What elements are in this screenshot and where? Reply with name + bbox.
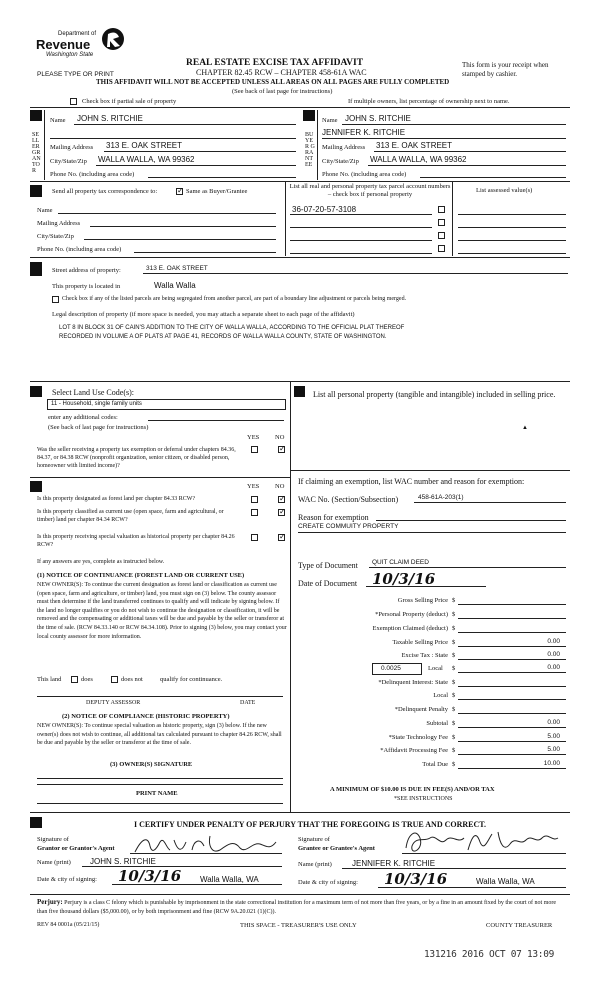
- exemption-deduct-line: [458, 632, 566, 633]
- delinq-local-line: [458, 699, 566, 700]
- gross-line: [458, 604, 566, 605]
- personal-property-divider: [291, 470, 570, 471]
- grantor-date-line: [112, 884, 282, 885]
- certify-statement: I CERTIFY UNDER PENALTY OF PERJURY THAT THE FOREGOING IS TRUE AND CORRECT.: [134, 820, 487, 829]
- same-as-buyer-checkbox[interactable]: [176, 188, 183, 195]
- delinq-state-dollar: $: [452, 679, 456, 686]
- forest-question: Is this property designated as forest land per chapter 84.33 RCW?: [37, 496, 196, 502]
- buyer-name-line: [342, 124, 566, 125]
- buyer-phone-line: [420, 177, 566, 178]
- street-value[interactable]: 313 E. OAK STREET: [146, 265, 208, 272]
- perjury-label: Perjury:: [37, 898, 63, 906]
- parcel-line-2: [290, 227, 432, 228]
- grantee-city-value[interactable]: Walla Walla, WA: [476, 877, 535, 886]
- personal-property-marker: [294, 386, 305, 397]
- land-use-divider: [30, 477, 290, 478]
- corner-mark: ▲: [522, 425, 528, 431]
- delinq-state-line: [458, 686, 566, 687]
- buyer-side-label: BUYER GRANTEE: [305, 132, 315, 168]
- delinq-penalty-label: *Delinquent Penalty: [394, 706, 448, 713]
- certify-marker: [30, 817, 42, 828]
- subtotal-value[interactable]: 0.00: [547, 719, 560, 726]
- tech-fee-label: *State Technology Fee: [388, 734, 448, 741]
- rev-number: REV 84 0001a (05/21/15): [37, 922, 100, 928]
- current-use-no-checkbox[interactable]: [278, 509, 285, 516]
- owner-sig-line-2: [37, 784, 283, 785]
- form-warning: THIS AFFIDAVIT WILL NOT BE ACCEPTED UNLESS ALL AREAS ON ALL PAGES ARE FULLY COMPLETED: [96, 78, 450, 86]
- minimum-note: A MINIMUM OF $10.00 IS DUE IN FEE(S) AND/OR TAX: [330, 786, 495, 793]
- notice1-title: (1) NOTICE OF CONTINUANCE (FOREST LAND OR CURRENT USE): [37, 572, 245, 579]
- perjury-text: Perjury is a class C felony which is punishable by imprisonment in the state correctional institution for a maximum term of not more than five years, or by a fine in an amount fixed by the court of not more than five thousand dollars ($5,000.00), or by both imprisonment and fine (RCW 9A.20.021 (1)(C)).: [37, 900, 557, 915]
- excise-state-dollar: $: [452, 652, 456, 659]
- assessed-line-3: [458, 240, 566, 241]
- buyer-name2-value[interactable]: JENNIFER K. RITCHIE: [322, 128, 406, 137]
- does-checkbox[interactable]: [71, 676, 78, 683]
- forest-no-checkbox[interactable]: [278, 496, 285, 503]
- please-type: PLEASE TYPE OR PRINT: [37, 71, 114, 78]
- correspondence-label: Send all property tax correspondence to:: [52, 188, 158, 195]
- buyer-phone-label: Phone No. (including area code): [322, 171, 407, 178]
- form-title: REAL ESTATE EXCISE TAX AFFIDAVIT: [186, 58, 364, 68]
- logo-dept-line1: Department of: [58, 31, 97, 37]
- buyer-marker: [303, 110, 315, 121]
- notice2-title: (2) NOTICE OF COMPLIANCE (HISTORIC PROPERTY): [62, 713, 230, 720]
- does-not-checkbox[interactable]: [111, 676, 118, 683]
- logo-dept-line2: Revenue: [36, 37, 91, 52]
- affidavit-fee-value[interactable]: 5.00: [547, 746, 560, 753]
- land-use-marker: [30, 386, 42, 397]
- excise-state-value[interactable]: 0.00: [547, 651, 560, 658]
- segregated-checkbox[interactable]: [52, 296, 59, 303]
- grantor-date-value[interactable]: 10/3/16: [118, 867, 182, 885]
- current-use-question: Is this property classified as current use (open space, farm and agricultural, or timber) land per chapter 84.34 RCW?: [37, 509, 224, 523]
- seller-mailing-line: [104, 151, 296, 152]
- gross-dollar: $: [452, 597, 456, 604]
- grantee-sig-label1: Signature of: [298, 836, 330, 843]
- buyer-city-line: [368, 165, 566, 166]
- center-divider: [290, 382, 291, 812]
- grantor-date-label: Date & city of signing:: [37, 876, 97, 883]
- parcel-1-checkbox[interactable]: [438, 206, 445, 213]
- total-line: [458, 768, 566, 769]
- if-yes-note: If any answers are yes, complete as instructed below.: [37, 559, 165, 565]
- print-name-line: [37, 803, 283, 804]
- subtotal-label: Subtotal: [426, 720, 448, 727]
- historic-yes-checkbox[interactable]: [251, 534, 258, 541]
- seller-city-label: City/State/Zip: [50, 158, 87, 165]
- exemption-deduct-dollar: $: [452, 625, 456, 632]
- buyer-name1-value[interactable]: JOHN S. RITCHIE: [345, 114, 411, 123]
- seller-name-value[interactable]: JOHN S. RITCHIE: [77, 114, 143, 123]
- delinq-penalty-line: [458, 713, 566, 714]
- exemption-question: Was the seller receiving a property tax exemption or deferral under chapters 84.36, 84.37, or 84.38 RCW (nonprofit organization, senior citizen, or disabled person, homeowner with limited income)?: [37, 447, 236, 469]
- revenue-logo: [36, 20, 126, 64]
- parcel-2-checkbox[interactable]: [438, 219, 445, 226]
- doc-date-label: Date of Document: [298, 579, 358, 588]
- land-use-select[interactable]: [47, 399, 286, 410]
- local-label: Local: [428, 665, 443, 672]
- land-use-yes-header: YES: [247, 434, 260, 441]
- personal-property-label: List all personal property (tangible and intangible) included in selling price.: [313, 390, 556, 399]
- legal-line-2[interactable]: RECORDED IN VOLUME A OF PLATS AT PAGE 41, RECORDS OF WALLA WALLA COUNTY, STATE OF WASHINGTON.: [59, 334, 387, 340]
- street-label: Street address of property:: [52, 267, 121, 274]
- buyer-divider: [317, 110, 318, 180]
- top-divider: [30, 107, 570, 108]
- seller-side-label: SELLER GRANTOR: [32, 132, 41, 174]
- land-use-no-header: NO: [275, 434, 285, 441]
- additional-codes-line: [148, 420, 284, 421]
- tech-fee-dollar: $: [452, 734, 456, 741]
- deputy-date-label: DATE: [240, 700, 256, 706]
- assessed-header: List assessed value(s): [476, 187, 533, 194]
- assessed-line-1: [458, 214, 566, 215]
- grantor-sig-label1: Signature of: [37, 836, 69, 843]
- corr-mailing-label: Mailing Address: [37, 220, 81, 227]
- does-label: does: [81, 676, 93, 683]
- additional-codes-label: enter any additional codes:: [48, 414, 118, 421]
- form-chapter: CHAPTER 82.45 RCW – CHAPTER 458-61A WAC: [196, 68, 367, 77]
- does-not-label: does not: [121, 676, 143, 683]
- doc-date-value[interactable]: 10/3/16: [372, 570, 436, 588]
- parcel-1-value[interactable]: 36-07-20-57-3108: [292, 205, 357, 214]
- subtotal-dollar: $: [452, 720, 456, 727]
- receipt-stamp: 131216 2016 OCT 07 13:09: [424, 949, 555, 960]
- corr-city-label: City/State/Zip: [37, 233, 74, 240]
- affidavit-fee-label: *Affidavit Processing Fee: [380, 747, 448, 754]
- legal-label: Legal description of property (if more space is needed, you may attach a separate sheet to each page of the affidavit): [52, 311, 355, 318]
- local-value[interactable]: 0.00: [547, 664, 560, 671]
- property-marker: [30, 262, 42, 276]
- parcel-line-3: [290, 240, 432, 241]
- corr-phone-line: [134, 252, 276, 253]
- corr-divider: [30, 257, 570, 258]
- personal-deduct-line: [458, 618, 566, 619]
- wac-line: [414, 502, 566, 503]
- reason-line-2: [298, 532, 566, 533]
- buyer-mailing-value[interactable]: 313 E. OAK STREET: [376, 141, 453, 150]
- located-value[interactable]: Walla Walla: [154, 281, 196, 290]
- wac-value[interactable]: 458-61A-203(1): [418, 494, 464, 501]
- logo-mark-icon: [100, 26, 126, 52]
- grantee-agent-label: Grantee or Grantee's Agent: [298, 845, 375, 852]
- rate-value: 0.0025: [381, 665, 401, 672]
- multiple-owners-note: If multiple owners, list percentage of ownership next to name.: [348, 98, 510, 105]
- see-instructions-note: *SEE INSTRUCTIONS: [394, 796, 453, 802]
- segregated-label: Check box if any of the listed parcels are being segregated from another parcel, are part of a boundary line adjustment or parcels being merged.: [62, 296, 407, 302]
- seller-phone-line: [148, 177, 296, 178]
- seller-name-line2: [50, 138, 296, 139]
- notice2-body: NEW OWNER(S): To continue special valuation as historic property, sign (3) below. If the new owner(s) does not wish to continue, all additional tax calculated pursuant to chapter 84.26 RCW, shall be due and payable by the seller or transferor at the time of sale.: [37, 723, 282, 747]
- delinq-penalty-dollar: $: [452, 706, 456, 713]
- delinq-local-label: Local: [433, 692, 448, 699]
- seller-phone-label: Phone No. (including area code): [50, 171, 135, 178]
- print-name-label: PRINT NAME: [136, 790, 178, 797]
- owner-sig-line-1: [37, 778, 283, 779]
- see-back-note: (See back of last page for instructions): [232, 88, 333, 95]
- affidavit-fee-dollar: $: [452, 747, 456, 754]
- corr-mailing-line: [90, 226, 276, 227]
- buyer-city-label: City/State/Zip: [322, 158, 359, 165]
- tech-fee-line: [458, 741, 566, 742]
- deputy-line: [37, 696, 283, 697]
- partial-sale-checkbox[interactable]: [70, 98, 77, 105]
- total-dollar: $: [452, 761, 456, 768]
- designation-no-header: NO: [275, 483, 285, 490]
- property-divider: [30, 381, 570, 382]
- personal-deduct-dollar: $: [452, 611, 456, 618]
- parcel-line-4: [290, 253, 432, 254]
- subtotal-line: [458, 727, 566, 728]
- excise-state-label: Excise Tax : State: [401, 652, 448, 659]
- exemption-no-checkbox[interactable]: [278, 446, 285, 453]
- grantor-agent-label: Grantor or Grantor's Agent: [37, 845, 115, 852]
- parcel-mid-border: [452, 182, 453, 256]
- seller-marker: [30, 110, 42, 121]
- land-use-see-back: (See back of last page for instructions): [48, 424, 149, 431]
- personal-deduct-label: *Personal Property (deduct): [375, 611, 448, 618]
- doc-type-line: [369, 567, 566, 568]
- grantee-date-line: [378, 887, 566, 888]
- affidavit-fee-line: [458, 754, 566, 755]
- doc-date-line: [366, 586, 486, 587]
- designation-yes-header: YES: [247, 483, 260, 490]
- delinq-local-dollar: $: [452, 692, 456, 699]
- reason-line: [376, 520, 566, 521]
- reason-label: Reason for exemption: [298, 513, 369, 522]
- forest-yes-checkbox[interactable]: [251, 496, 258, 503]
- corr-city-line: [84, 239, 276, 240]
- local-line: [458, 672, 566, 673]
- local-dollar: $: [452, 665, 456, 672]
- parcel-line-1: [290, 214, 432, 215]
- tech-fee-value[interactable]: 5.00: [547, 733, 560, 740]
- grantee-date-value[interactable]: 10/3/16: [384, 870, 448, 888]
- street-line: [143, 273, 568, 274]
- taxable-line: [458, 646, 566, 647]
- treasurer-space: THIS SPACE - TREASURER'S USE ONLY: [240, 922, 357, 929]
- exemption-yes-checkbox[interactable]: [251, 446, 258, 453]
- parties-divider: [30, 181, 570, 182]
- correspondence-marker: [30, 185, 42, 197]
- signature-divider: [30, 894, 570, 895]
- perjury-note: [37, 898, 567, 916]
- land-use-code: 11 - Household, single family units: [51, 401, 142, 407]
- delinq-state-label: *Delinquent Interest: State: [378, 679, 448, 686]
- partial-sale-label: Check box if partial sale of property: [82, 98, 177, 105]
- buyer-city-value[interactable]: WALLA WALLA, WA 99362: [370, 155, 467, 164]
- tax-divider: [30, 812, 570, 813]
- exemption-deduct-label: Exemption Claimed (deduct): [372, 625, 448, 632]
- doc-type-value[interactable]: QUIT CLAIM DEED: [372, 559, 429, 566]
- parcel-3-checkbox[interactable]: [438, 232, 445, 239]
- seller-city-line: [96, 165, 296, 166]
- grantor-name-value[interactable]: JOHN S. RITCHIE: [90, 857, 156, 866]
- seller-mailing-value[interactable]: 313 E. OAK STREET: [106, 141, 183, 150]
- grantor-name-label: Name (print): [37, 859, 71, 866]
- grantor-name-line: [82, 866, 282, 867]
- owner-signature-label: (3) OWNER(S) SIGNATURE: [110, 761, 193, 768]
- wac-label: WAC No. (Section/Subsection): [298, 495, 399, 504]
- historic-no-checkbox[interactable]: [278, 534, 285, 541]
- corr-name-line: [58, 213, 276, 214]
- grantee-name-label: Name (print): [298, 861, 332, 868]
- located-label: This property is located in: [52, 283, 121, 290]
- seller-city-value[interactable]: WALLA WALLA, WA 99362: [98, 155, 195, 164]
- total-label: Total Due: [422, 761, 448, 768]
- buyer-name-line2: [322, 138, 566, 139]
- grantor-signature-icon[interactable]: [130, 832, 280, 858]
- land-use-label: Select Land Use Code(s):: [52, 388, 134, 397]
- historic-question: Is this property receiving special valuation as historical property per chapter 84.26 RCW?: [37, 534, 235, 548]
- parcel-4-checkbox[interactable]: [438, 245, 445, 252]
- parcel-left-border: [285, 182, 286, 256]
- seller-name-label: Name: [50, 117, 66, 124]
- buyer-mailing-line: [374, 151, 566, 152]
- taxable-value[interactable]: 0.00: [547, 638, 560, 645]
- grantor-city-value[interactable]: Walla Walla, WA: [200, 875, 259, 884]
- grantee-date-label: Date & city of signing:: [298, 879, 358, 886]
- grantor-sig-line: [130, 853, 282, 854]
- same-as-buyer-label: Same as Buyer/Grantee: [186, 188, 248, 195]
- this-land-label: This land: [37, 676, 62, 683]
- assessed-line-2: [458, 227, 566, 228]
- doc-type-label: Type of Document: [298, 561, 358, 570]
- rate-box[interactable]: [372, 663, 422, 675]
- buyer-mailing-label: Mailing Address: [322, 144, 366, 151]
- deputy-assessor-label: DEPUTY ASSESSOR: [86, 700, 141, 706]
- gross-label: Gross Selling Price: [397, 597, 448, 604]
- total-value[interactable]: 10.00: [543, 760, 560, 767]
- seller-divider: [44, 110, 45, 180]
- taxable-label: Taxable Selling Price: [392, 639, 448, 646]
- assessed-line-4: [458, 253, 566, 254]
- county-treasurer: COUNTY TREASURER: [486, 922, 553, 929]
- receipt-note: This form is your receipt when stamped by cashier.: [462, 61, 549, 78]
- qualify-label: qualify for continuance.: [160, 676, 223, 683]
- legal-line-1[interactable]: LOT 8 IN BLOCK 31 OF CAIN'S ADDITION TO THE CITY OF WALLA WALLA, ACCORDING TO THE OFFICIAL PLAT THEREOF: [59, 325, 405, 331]
- grantee-name-line: [342, 868, 566, 869]
- seller-name-line: [74, 124, 296, 125]
- logo-dept-line3: Washington State: [46, 52, 94, 58]
- excise-state-line: [458, 659, 566, 660]
- notice1-body: NEW OWNER(S): To continue the current designation as forest land or classification as current use (open space, farm and agriculture, or timber) land, you must sign on (3) below. The county assessor must then determine if the land transferred continues to qualify and will indicate by signing below. If the land no longer qualifies or you do not wish to continue the designation or classification, it will be removed and the compensating or additional taxes will be due and payable by the seller or transferor at the time of sale. (RCW 84.33.140 or RCW 84.34.108). Prior to signing (3) below, you may contact your local county assessor for more information.: [37, 582, 287, 640]
- seller-mailing-label: Mailing Address: [50, 144, 94, 151]
- taxable-dollar: $: [452, 639, 456, 646]
- parcel-header: List all real and personal property tax parcel account numbers – check box if personal property: [289, 183, 451, 198]
- corr-name-label: Name: [37, 207, 53, 214]
- buyer-name-label: Name: [322, 117, 338, 124]
- current-use-yes-checkbox[interactable]: [251, 509, 258, 516]
- corr-phone-label: Phone No. (including area code): [37, 246, 122, 253]
- designation-marker: [30, 481, 42, 492]
- grantee-sig-line: [402, 853, 566, 854]
- exemption-label: If claiming an exemption, list WAC number and reason for exemption:: [298, 477, 525, 486]
- reason-value[interactable]: CREATE COMMUITY PROPERTY: [298, 523, 399, 530]
- grantee-name-value[interactable]: JENNIFER K. RITCHIE: [352, 859, 436, 868]
